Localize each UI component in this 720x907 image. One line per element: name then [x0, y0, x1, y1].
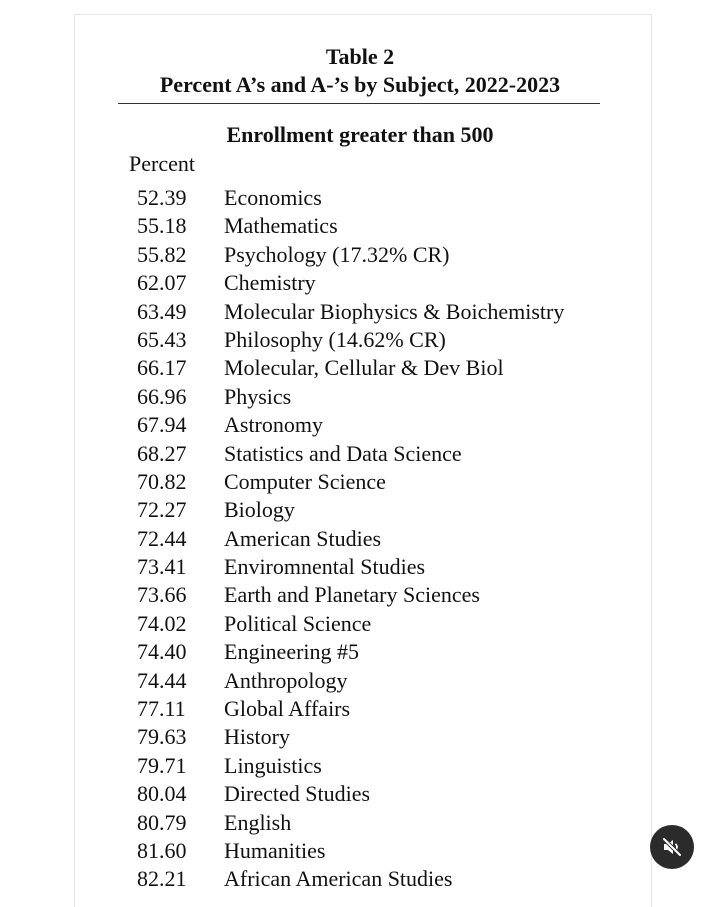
subject-name: Computer Science — [224, 468, 386, 494]
subject-name: African American Studies — [224, 866, 453, 892]
percent-value: 62.07 — [137, 270, 187, 296]
percent-value: 68.27 — [137, 440, 187, 466]
table-row — [0, 468, 720, 496]
table-row — [0, 269, 720, 297]
table-row — [0, 809, 720, 837]
percent-value: 66.17 — [137, 355, 187, 381]
table-row — [0, 184, 720, 212]
subject-name: Linguistics — [224, 752, 322, 778]
percent-value: 80.04 — [137, 781, 187, 807]
percent-value: 82.21 — [137, 866, 187, 892]
table-row — [0, 723, 720, 751]
subject-name: Psychology (17.32% CR) — [224, 241, 450, 267]
subject-name: Astronomy — [224, 412, 323, 438]
percent-value: 74.02 — [137, 610, 187, 636]
subject-name: History — [224, 724, 290, 750]
table-row — [0, 354, 720, 382]
subject-name: Molecular Biophysics & Boichemistry — [224, 298, 565, 324]
table-row — [0, 865, 720, 893]
table-label: Table 2 — [325, 44, 395, 69]
percent-value: 74.44 — [137, 667, 187, 693]
percent-value: 74.40 — [137, 639, 187, 665]
table-row — [0, 553, 720, 581]
table-row — [0, 667, 720, 695]
subject-name: Statistics and Data Science — [224, 440, 462, 466]
table-row — [0, 638, 720, 666]
percent-value: 66.96 — [137, 383, 187, 409]
percent-value: 72.44 — [137, 525, 187, 551]
table-row — [0, 440, 720, 468]
percent-value: 65.43 — [137, 326, 187, 352]
percent-value: 63.49 — [137, 298, 187, 324]
subject-name: Mathematics — [224, 213, 338, 239]
percent-value: 77.11 — [137, 696, 186, 722]
table-body — [0, 184, 720, 894]
table-row — [0, 610, 720, 638]
table-row — [0, 837, 720, 865]
table-row — [0, 241, 720, 269]
subject-name: Humanities — [224, 837, 326, 863]
percent-value: 79.71 — [137, 752, 187, 778]
subject-name: Directed Studies — [224, 781, 371, 807]
percent-value: 73.41 — [137, 554, 187, 580]
percent-value: 67.94 — [137, 412, 187, 438]
subject-name: Political Science — [224, 610, 372, 636]
subject-name: Anthropology — [224, 667, 348, 693]
subject-name: Engineering #5 — [224, 639, 360, 665]
section-heading — [0, 121, 720, 149]
subject-name: Physics — [224, 383, 292, 409]
percent-value: 55.82 — [137, 241, 187, 267]
percent-value: 73.66 — [137, 582, 187, 608]
percent-value: 52.39 — [137, 185, 187, 210]
subject-name: Chemistry — [224, 270, 316, 296]
percent-value: 55.18 — [137, 213, 187, 239]
table-row — [0, 496, 720, 524]
subject-name: Molecular, Cellular & Dev Biol — [224, 355, 504, 381]
subject-name: Biology — [224, 497, 295, 523]
speaker-muted-icon — [660, 835, 684, 859]
table-row — [0, 383, 720, 411]
percent-value: 79.63 — [137, 724, 187, 750]
subject-name: Philosophy (14.62% CR) — [224, 326, 446, 352]
subject-name: English — [224, 809, 292, 835]
subject-name: Enviromnental Studies — [224, 554, 426, 580]
subject-name: American Studies — [224, 525, 382, 551]
percent-column-header: Percent — [129, 151, 195, 176]
subject-name: Economics — [224, 185, 322, 210]
table-row — [0, 780, 720, 808]
table-row — [0, 752, 720, 780]
table-row — [0, 525, 720, 553]
percent-value: 72.27 — [137, 497, 187, 523]
table-row — [0, 411, 720, 439]
table-row — [0, 298, 720, 326]
subject-name: Earth and Planetary Sciences — [224, 582, 480, 608]
mute-button[interactable] — [650, 825, 694, 869]
percent-value: 70.82 — [137, 468, 187, 494]
percent-value: 80.79 — [137, 809, 187, 835]
section-heading-text: Enrollment greater than 500 — [226, 122, 494, 147]
table-row — [0, 212, 720, 240]
percent-value: 81.60 — [137, 837, 187, 863]
table-title: Percent A’s and A-’s by Subject, 2022-2023 — [159, 72, 561, 97]
subject-name: Global Affairs — [224, 696, 351, 722]
table-row — [0, 695, 720, 723]
title-divider — [118, 103, 600, 104]
table-row — [0, 581, 720, 609]
table-row — [0, 326, 720, 354]
